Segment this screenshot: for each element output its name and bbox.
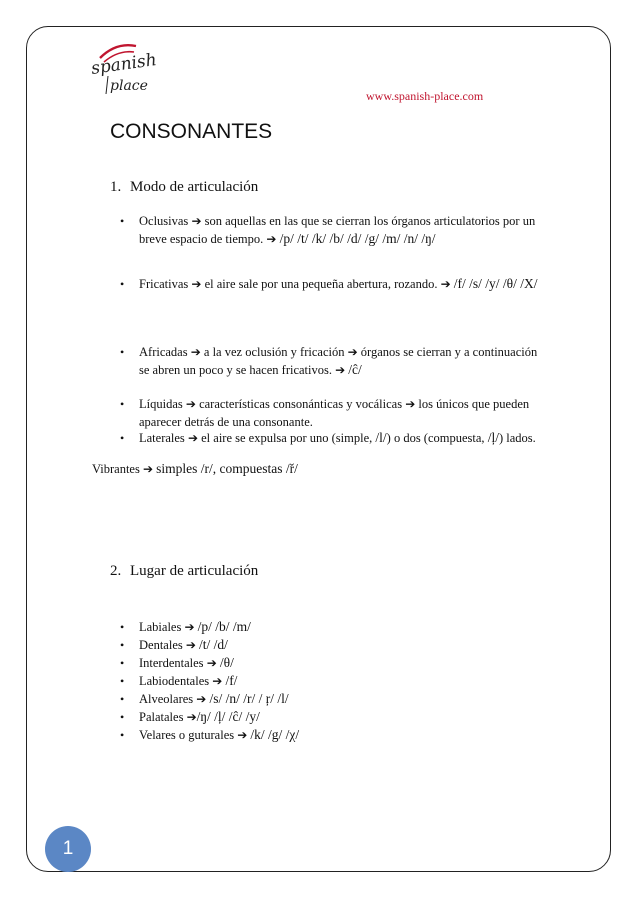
term: Palatales [139,710,184,724]
bullet-dot: • [120,656,125,670]
description-continued: órganos se cierran y a continuación se abren un poco y se hacen fricativos. [139,345,538,377]
logo-text-place: place [110,78,148,94]
phoneme-symbols: /f/ [225,673,238,688]
arrow-icon: ➔ [184,620,195,634]
section-heading-modo [110,179,258,196]
section-title: Lugar de articulación [130,563,259,579]
arrow-icon: ➔ [186,710,197,724]
phoneme-symbols: /s/ /n/ /r/ / ŗ/ /l/ [209,691,289,706]
term: Velares o guturales [139,728,235,742]
description: son aquellas en las que se cierran los órganos articulatorios por un breve espacio de tiempo. [139,214,536,246]
list-item-liquidas [120,395,540,431]
list-item-fricativas [120,275,540,293]
arrow-icon: ➔ [196,692,207,706]
logo-text-spanish: spanish [89,49,158,79]
term: Alveolares [139,692,194,706]
list-item-laterales [120,429,540,447]
arrow-icon: ➔ [185,638,196,652]
phoneme-symbols: /p/ /t/ /k/ /b/ /d/ /g/ /m/ /n/ /ŋ/ [279,231,436,246]
term: Vibrantes [92,462,140,476]
arrow-icon: ➔ [191,214,202,228]
website-url[interactable]: www.spanish-place.com [366,89,484,103]
arrow-icon: ➔ [191,277,202,291]
section-title: Modo de articulación [130,179,259,195]
description: el aire sale por una pequeña abertura, rozando. [204,277,438,291]
list-item-labiales [120,618,540,636]
arrow-icon: ➔ [206,656,217,670]
bullet-dot: • [120,674,125,688]
term: Fricativas [139,277,189,291]
term: Interdentales [139,656,204,670]
arrow-icon: ➔ [185,397,196,411]
arrow-icon: ➔ [347,345,358,359]
description: el aire se expulsa por uno (simple, [201,431,373,445]
spanish-place-logo [86,38,166,100]
phoneme-symbols: /θ/ [219,655,234,670]
bullet-dot: • [120,277,125,291]
term: Líquidas [139,397,183,411]
arrow-icon: ➔ [142,462,154,476]
section-number: 2. [110,563,122,579]
bullet-dot: • [120,431,125,445]
bullet-dot: • [120,728,125,742]
bullet-dot: • [120,214,125,228]
arrow-icon: ➔ [266,232,277,246]
vibrantes-line [92,460,298,478]
list-item-alveolares [120,690,540,708]
phoneme-symbols: /t/ /d/ [199,637,228,652]
term: Africadas [139,345,188,359]
list-item-africadas [120,343,540,379]
bullet-dot: • [120,397,125,411]
bullet-dot: • [120,710,125,724]
list-item-palatales [120,708,540,726]
term: Oclusivas [139,214,189,228]
description: simples /r/, compuestas /ř/ [156,461,298,476]
description-continued: ) o dos (compuesta, [386,431,485,445]
page-number-badge: 1 [45,826,91,872]
bullet-dot: • [120,638,125,652]
arrow-icon: ➔ [187,431,198,445]
list-item-velares [120,726,540,744]
arrow-icon: ➔ [190,345,201,359]
arrow-icon: ➔ [405,397,416,411]
arrow-icon: ➔ [440,277,451,291]
section-heading-lugar [110,563,258,580]
arrow-icon: ➔ [335,363,346,377]
phoneme-symbols: /p/ /b/ /m/ [197,619,251,634]
page-title: CONSONANTES [110,120,273,143]
phoneme-symbols: /ŋ/ /ļ/ /ĉ/ /y/ [196,709,260,724]
term: Labiales [139,620,182,634]
arrow-icon: ➔ [237,728,248,742]
phoneme-symbols: /ĉ/ [348,362,362,377]
phoneme-compuesta: /ļ/ [487,430,499,445]
arrow-icon: ➔ [212,674,223,688]
list-item-interdentales [120,654,540,672]
description: a la vez oclusión y fricación [203,345,345,359]
list-item-labiodentales [120,672,540,690]
bullet-dot: • [120,692,125,706]
bullet-dot: • [120,345,125,359]
section-number: 1. [110,179,122,195]
list-item-dentales [120,636,540,654]
list-item-oclusivas [120,212,540,248]
description-continued: los únicos que pueden aparecer detrás de una consonante. [139,397,530,429]
phoneme-simple: /l/ [375,430,387,445]
page-frame [26,26,611,872]
description: características consonánticas y vocálicas [199,397,403,411]
bullet-dot: • [120,620,125,634]
description-end: ) lados. [498,431,536,445]
phoneme-symbols: /k/ /g/ /χ/ [250,727,300,742]
term: Laterales [139,431,185,445]
term: Labiodentales [139,674,210,688]
phoneme-symbols: /f/ /s/ /y/ /θ/ /X/ [453,276,538,291]
term: Dentales [139,638,183,652]
